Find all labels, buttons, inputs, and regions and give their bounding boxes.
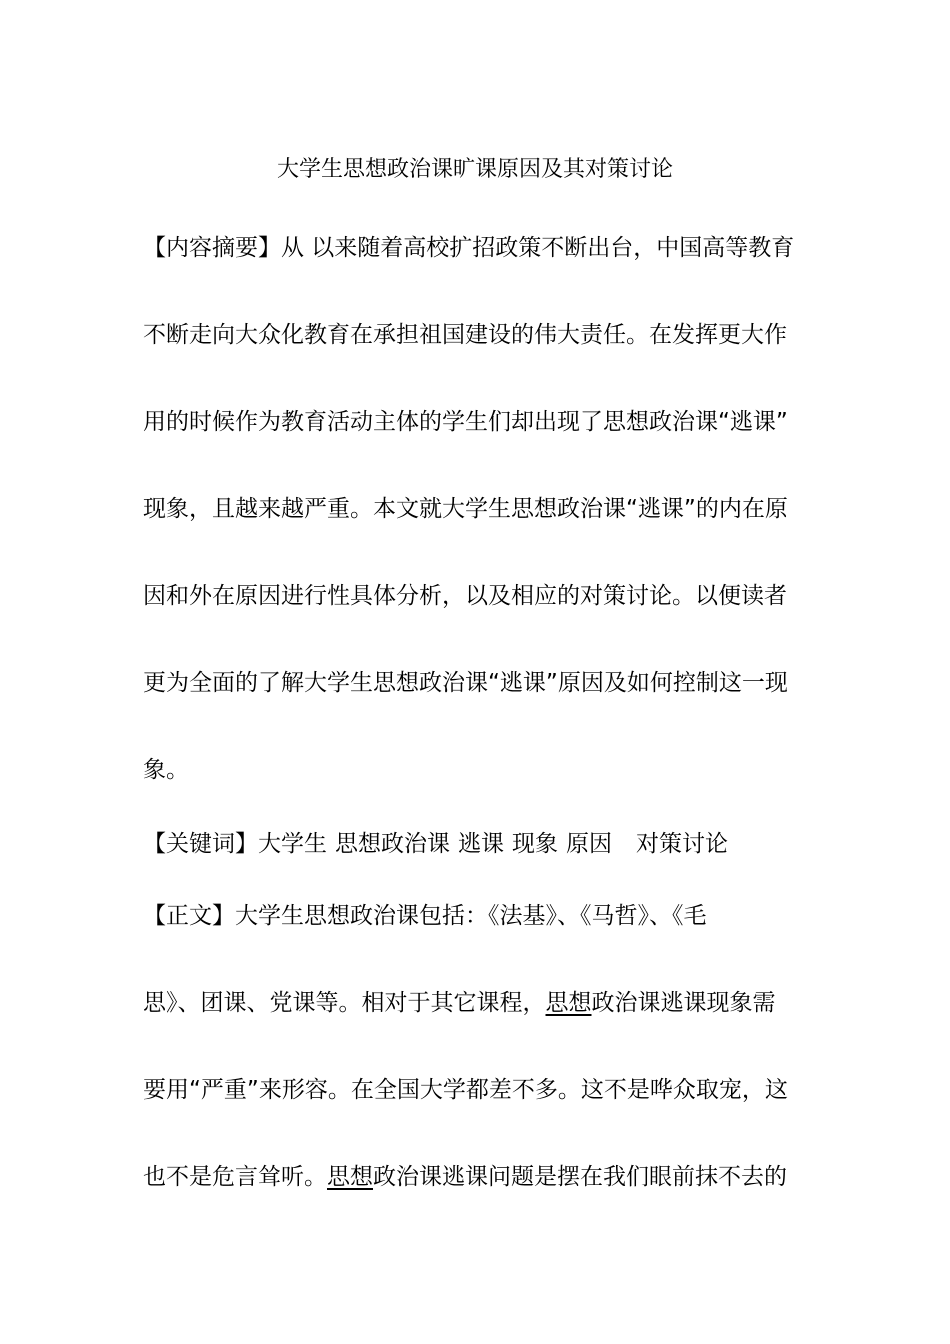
abstract-line-2: 不断走向大众化教育在承担祖国建设的伟大责任。在发挥更大作 xyxy=(143,322,787,348)
keyword: 大学生 xyxy=(258,831,327,857)
underlined-text: 思想 xyxy=(327,1164,373,1190)
keyword: 对策讨论 xyxy=(636,831,728,857)
body-text: 思》、团课、党课等。相对于其它课程， xyxy=(143,990,546,1016)
abstract-line-1: 【内容摘要】从 以来随着高校扩招政策不断出台，中国高等教育 xyxy=(143,235,795,261)
body-line-4 xyxy=(143,1159,808,1195)
body-line-2 xyxy=(143,985,808,1021)
keyword: 现象 xyxy=(512,831,558,857)
abstract-line-3: 用的时候作为教育活动主体的学生们却出现了思想政治课“逃课” xyxy=(143,409,788,435)
body-text: 政治课逃课问题是摆在我们眼前抹不去的 xyxy=(373,1164,787,1190)
keywords-line xyxy=(143,826,808,862)
keyword: 思想政治课 xyxy=(335,831,450,857)
abstract-line-5: 因和外在原因进行性具体分析，以及相应的对策讨论。以便读者 xyxy=(143,583,787,609)
keyword: 逃课 xyxy=(458,831,504,857)
body-line-1: 【正文】大学生思想政治课包括：《法基》、《马哲》、《毛 xyxy=(143,903,707,929)
keyword: 原因 xyxy=(566,831,612,857)
keywords-label: 【关键词】 xyxy=(143,831,258,857)
abstract-line-7: 象。 xyxy=(143,757,189,783)
body-text: 政治课逃课现象需 xyxy=(591,990,776,1016)
body-text: 也不是危言耸听。 xyxy=(143,1164,327,1190)
abstract-line-4: 现象，且越来越严重。本文就大学生思想政治课“逃课”的内在原 xyxy=(143,496,788,522)
body-line-3: 要用“严重”来形容。在全国大学都差不多。这不是哗众取宠，这 xyxy=(143,1077,788,1103)
document-title: 大学生思想政治课旷课原因及其对策讨论 xyxy=(276,157,673,182)
abstract-line-6: 更为全面的了解大学生思想政治课“逃课”原因及如何控制这一现 xyxy=(143,670,788,696)
underlined-text: 思想 xyxy=(545,990,592,1016)
